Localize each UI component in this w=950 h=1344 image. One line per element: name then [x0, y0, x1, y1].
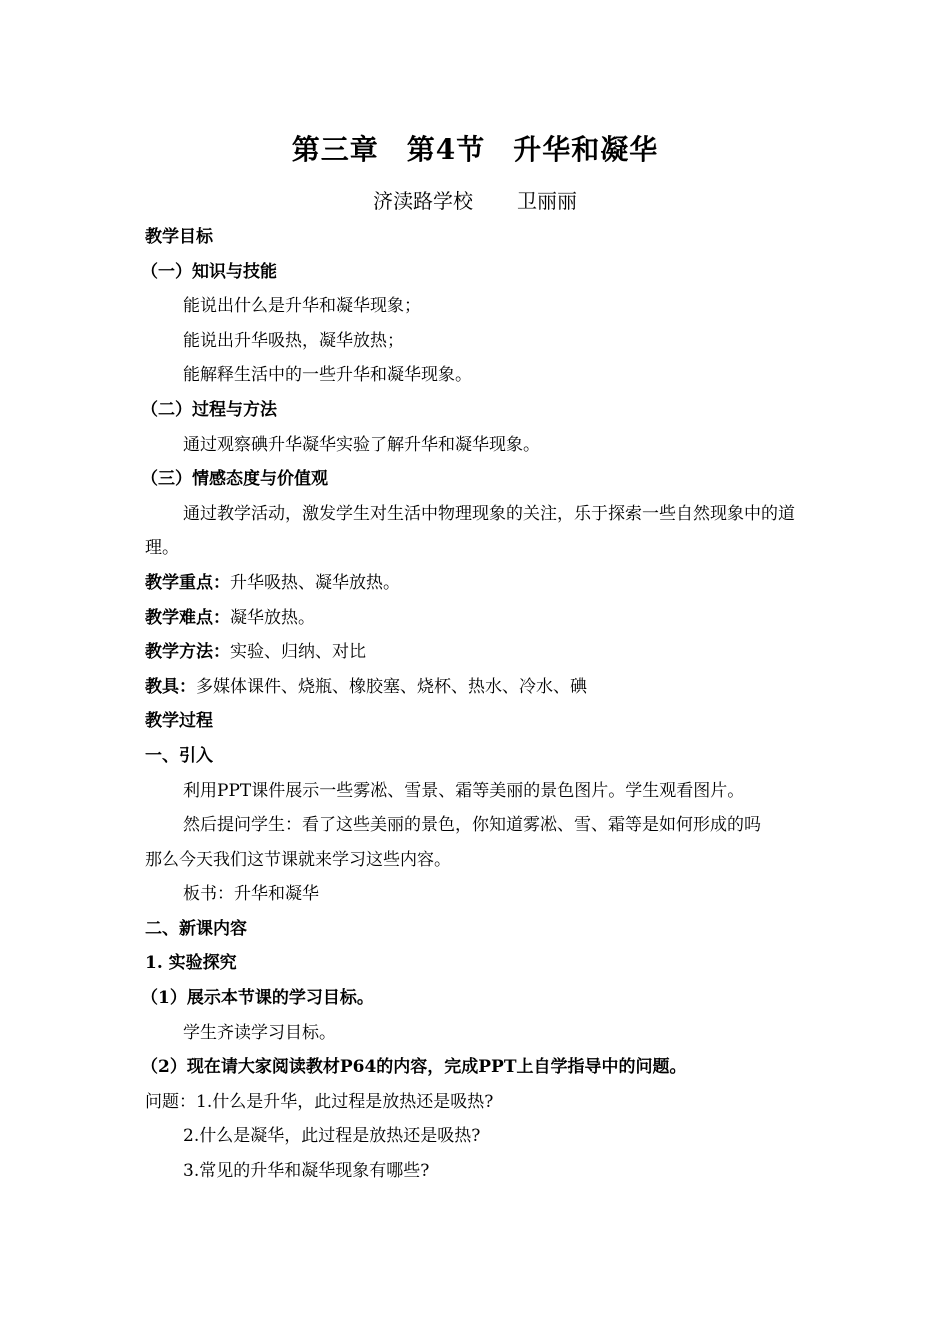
method-line [145, 635, 810, 670]
intro-paragraph: 利用PPT课件展示一些雾凇、雪景、霜等美丽的景色图片。学生观看图片。 [183, 780, 745, 801]
school-name: 济渎路学校 [373, 189, 473, 213]
question-line [145, 1085, 810, 1120]
tools-value: 多媒体课件、烧瓶、橡胶塞、烧杯、热水、冷水、碘 [196, 676, 587, 697]
emotion-heading: （三）情感态度与价值观 [141, 469, 328, 490]
intro-heading: 一、引入 [145, 745, 213, 766]
author-line [0, 184, 950, 218]
author-name: 卫丽丽 [517, 189, 577, 213]
document-body [141, 220, 810, 1189]
key-point-label: 教学重点： [145, 572, 230, 593]
document-title [0, 128, 950, 172]
key-point-line [145, 566, 810, 601]
board-writing: 板书：升华和凝华 [183, 884, 319, 905]
lesson-title: 升华和凝华 [513, 133, 659, 166]
objectives-heading: 教学目标 [145, 227, 213, 247]
process-method-heading: （二）过程与方法 [141, 399, 277, 420]
step-two: （2）现在请大家阅读教材P64的内容，完成PPT上自学指导中的问题。 [141, 1057, 687, 1078]
step-one: （1）展示本节课的学习目标。 [141, 988, 374, 1009]
intro-paragraph-continued: 那么今天我们这节课就来学习这些内容。 [145, 849, 451, 870]
difficulty-label: 教学难点： [145, 607, 230, 628]
new-content-heading: 二、新课内容 [145, 918, 247, 939]
emotion-text: 通过教学活动，激发学生对生活中物理现象的关注，乐于探索一些自然现象中的道理。 [145, 503, 795, 559]
question-item: 2.什么是凝华，此过程是放热还是吸热? [183, 1126, 481, 1147]
tools-label: 教具： [145, 676, 196, 697]
step-one-text: 学生齐读学习目标。 [183, 1022, 336, 1043]
process-method-item: 通过观察碘升华凝华实验了解升华和凝华现象。 [183, 434, 540, 455]
knowledge-item: 能说出升华吸热，凝华放热； [183, 330, 404, 351]
difficulty-line [145, 601, 810, 636]
question-label: 问题： [145, 1091, 196, 1112]
knowledge-item: 能解释生活中的一些升华和凝华现象。 [183, 365, 472, 386]
tools-line [145, 670, 810, 705]
knowledge-heading: （一）知识与技能 [141, 261, 277, 282]
difficulty-value: 凝华放热。 [230, 607, 315, 628]
key-point-value: 升华吸热、凝华放热。 [230, 572, 400, 593]
intro-paragraph: 然后提问学生：看了这些美丽的景色，你知道雾凇、雪、霜等是如何形成的吗 [183, 815, 761, 836]
section-label: 第4节 [406, 133, 486, 166]
question-item: 1.什么是升华，此过程是放热还是吸热? [196, 1091, 494, 1112]
knowledge-item: 能说出什么是升华和凝华现象； [183, 296, 421, 317]
chapter-label: 第三章 [291, 133, 379, 166]
question-item: 3.常见的升华和凝华现象有哪些? [183, 1161, 430, 1182]
teaching-process-heading: 教学过程 [145, 711, 213, 732]
method-value: 实验、归纳、对比 [230, 642, 366, 663]
experiment-heading: 1. 实验探究 [145, 953, 237, 974]
method-label: 教学方法： [145, 642, 230, 663]
